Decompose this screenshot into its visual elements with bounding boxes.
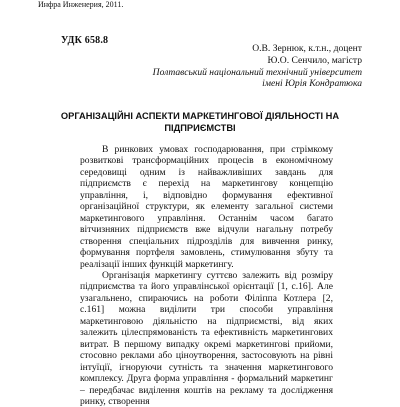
affiliation-line: Полтавський національний технічний університет: [152, 66, 362, 78]
body-paragraph: Організація маркетингу суттєво залежить від розміру підприємства та його управлінської орієнтації [1, с.16]. Але узагальнено, спираючись на роботи Філіппа Котлера [2, с.161] можна виділити три способи управління маркетинговою діяльністю на підприємстві, від яких залежить цілеспрямованість та ефективність маркетингових витрат. В першому випадку окремі маркетингові прийоми, стосовно реклами або ціноутворення, застосовують на рівні інтуїції, ігноруючи сутність та значення маркетингового комплексу. Друга форма управління - формальний маркетинг – передбачає виділення коштів на рекламу та дослідження ринку, створення: [80, 269, 333, 407]
title-line: ОРГАНІЗАЦІЙНІ АСПЕКТИ МАРКЕТИНГОВОЇ ДІЯЛЬНОСТІ НА: [60, 111, 340, 121]
authors-block: [62, 43, 362, 90]
article-body: [80, 144, 333, 407]
author-line: Ю.О. Сенчило, магістр: [267, 54, 362, 66]
udk-code: УДК 658.8: [61, 35, 109, 46]
title-line: ПІДПРИЄМСТВІ: [164, 123, 236, 133]
body-paragraph: В ринкових умовах господарювання, при стрімкому розвиткові трансформаційних процесів в економічному середовищі одним із найважливіших завдань для підприємств є перехід на маркетингову концепцію управління, і, відповідно формування ефективної організаційної структури, як елементу загальної системи маркетингового управління. Останнім часом багато вітчизняних підприємств вже відчули нагальну потребу створення спеціальних підрозділів для вивчення ринку, формування портфеля замовлень, стимулювання збуту та реалізації інших функцій маркетингу.: [80, 144, 333, 270]
article-title: [40, 110, 360, 134]
author-line: О.В. Зернюк, к.т.н., доцент: [252, 43, 362, 54]
journal-header: Инфра Инженерия, 2011.: [38, 0, 124, 9]
affiliation-line: імені Юрія Кондратюка: [262, 78, 362, 90]
